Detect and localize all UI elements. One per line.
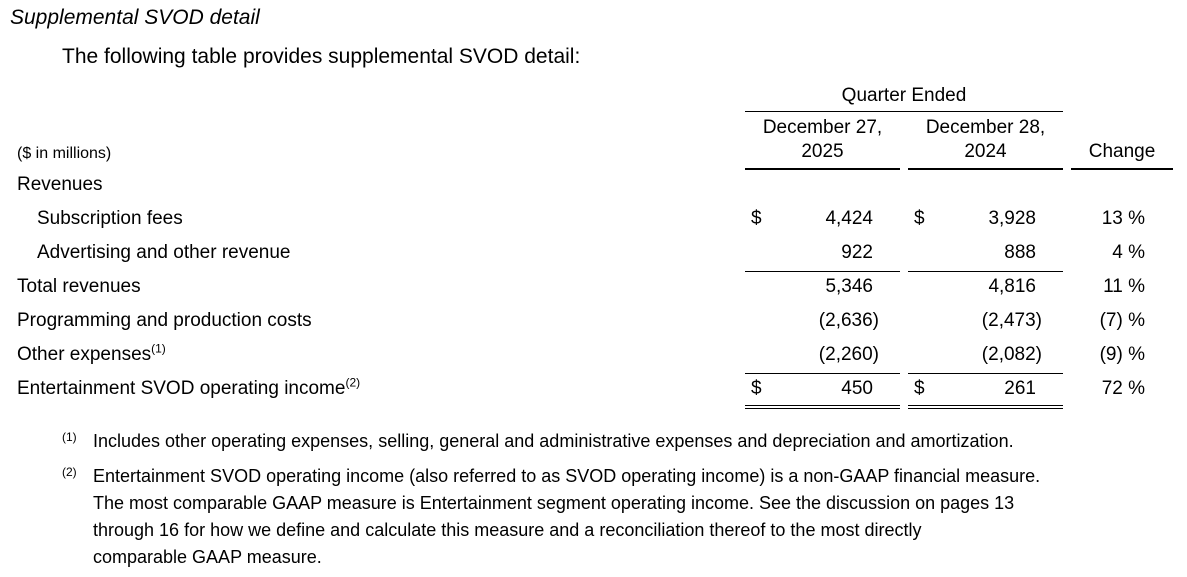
currency-sign: $ <box>751 208 762 229</box>
row-label <box>17 375 361 400</box>
footnote-line: Includes other operating expenses, selling, general and administrative expenses and depreciation and amortization. <box>93 431 1014 451</box>
column-header-2025 <box>745 116 900 164</box>
footnote-1 <box>93 428 1014 455</box>
intro-text: The following table provides supplemental SVOD detail: <box>62 45 581 68</box>
column-header-2025-line1: December 27, <box>762 117 883 138</box>
value-2024: 4,816 <box>988 276 1036 297</box>
row-label: Subscription fees <box>37 208 183 229</box>
row-label: Total revenues <box>17 276 141 297</box>
table-row <box>0 272 1187 306</box>
footnote-mark: (2) <box>62 465 77 479</box>
quarter-ended-rule <box>745 111 1063 112</box>
row-label-text: Entertainment SVOD operating income <box>17 378 346 399</box>
value-2024: 261 <box>1004 378 1036 399</box>
change-value: 4 % <box>1112 242 1145 263</box>
row-label <box>17 341 166 366</box>
footnote-line: Entertainment SVOD operating income (also referred to as SVOD operating income) is a non-GAAP financial measure. <box>93 466 1041 486</box>
footnote-line: comparable GAAP measure. <box>93 547 322 567</box>
value-2025: (2,260) <box>818 344 879 365</box>
value-2025: (2,636) <box>818 310 879 331</box>
change-value: (7) % <box>1099 310 1145 331</box>
table-row <box>0 374 1187 408</box>
change-value: 72 % <box>1101 378 1145 399</box>
column-header-2025-line2: 2025 <box>801 141 844 162</box>
table-row <box>0 306 1187 340</box>
total-double-rule-2025 <box>745 405 900 409</box>
column-header-2024-line1: December 28, <box>925 117 1046 138</box>
change-value: 11 % <box>1103 276 1145 297</box>
value-2024: 3,928 <box>988 208 1036 229</box>
units-label: ($ in millions) <box>17 145 112 162</box>
quarter-ended-header: Quarter Ended <box>841 85 967 106</box>
total-double-rule-2024 <box>908 405 1063 409</box>
row-label: Revenues <box>17 174 103 195</box>
footnote-line: The most comparable GAAP measure is Entertainment segment operating income. See the discussion on pages 13 <box>93 493 1015 513</box>
value-2024: (2,082) <box>981 344 1042 365</box>
currency-sign: $ <box>914 208 925 229</box>
footnote-ref: (1) <box>151 341 166 356</box>
change-value: 13 % <box>1101 208 1145 229</box>
currency-sign: $ <box>751 378 762 399</box>
row-label-text: Other expenses <box>17 344 152 365</box>
table-row <box>0 170 1187 204</box>
footnote-line: through 16 for how we define and calculate this measure and a reconciliation thereof to the most directly <box>93 520 922 540</box>
value-2024: (2,473) <box>981 310 1042 331</box>
table-row <box>0 340 1187 374</box>
value-2025: 450 <box>841 378 873 399</box>
footnote-ref: (2) <box>345 375 361 390</box>
value-2025: 4,424 <box>825 208 873 229</box>
row-label: Advertising and other revenue <box>37 242 291 263</box>
footnote-2 <box>93 463 1040 571</box>
value-2025: 5,346 <box>825 276 873 297</box>
section-title: Supplemental SVOD detail <box>10 6 260 29</box>
currency-sign: $ <box>914 378 925 399</box>
value-2025: 922 <box>841 242 873 263</box>
column-header-2024-line2: 2024 <box>964 141 1007 162</box>
change-header: Change <box>1088 141 1156 162</box>
row-label: Programming and production costs <box>17 310 312 331</box>
table-row <box>0 238 1187 272</box>
table-row <box>0 204 1187 238</box>
value-2024: 888 <box>1004 242 1036 263</box>
change-value: (9) % <box>1099 344 1145 365</box>
column-header-2024 <box>908 116 1063 164</box>
footnote-mark: (1) <box>62 430 77 444</box>
